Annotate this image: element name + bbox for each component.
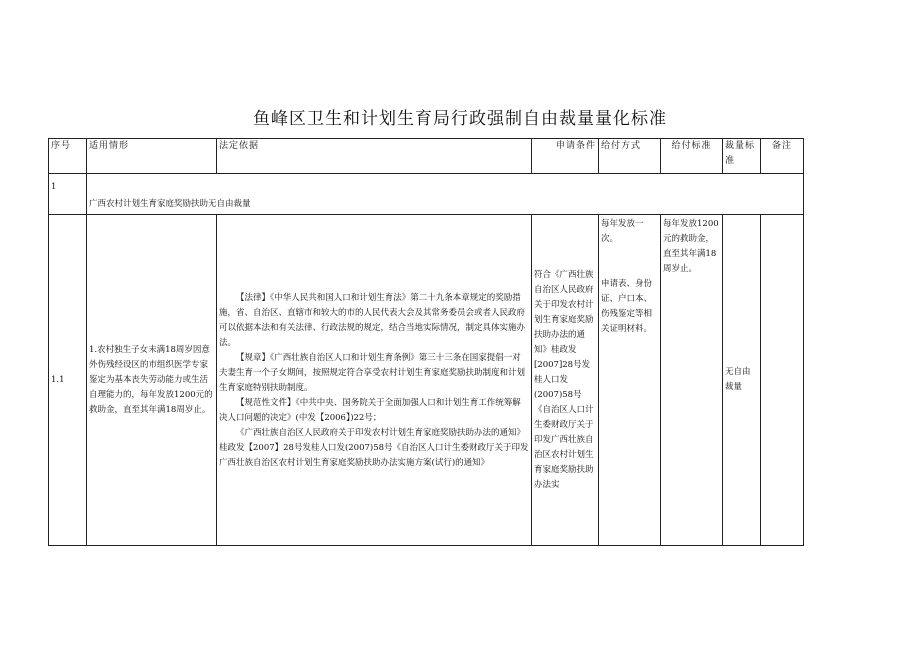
header-remarks: 备注 — [761, 139, 804, 174]
header-payment-method: 给付方式 — [599, 139, 661, 174]
header-basis: 法定依据 — [217, 139, 532, 174]
section-name: 广西农村计划生育家庭奖励扶助无自由裁量 — [87, 174, 804, 215]
header-conditions: 申请条件 — [532, 139, 599, 174]
row-basis — [217, 215, 532, 546]
row-situation: 1.农村独生子女未满18周岁因意外伤残经设区的市组织医学专家鉴定为基本丧失劳动能力或生活自理能力的，每年发放1200元的救助金，直至其年满18周岁止。 — [87, 215, 217, 546]
basis-notice: 《广西壮族自治区人民政府关于印发农村计划生育家庭奖励扶助办法的通知》桂政发【2007】28号发桂人口发(2007)58号《自治区人口计生委财政厅关于印发广西壮族自治区农村计划生育家庭奖励扶助办法实施方案(试行)的通知》 — [219, 428, 529, 468]
header-situation: 适用情形 — [87, 139, 217, 174]
row-payment-standard: 每年发放1200元的救助金，直至其年满18周岁止。 — [661, 215, 723, 546]
header-row — [49, 139, 804, 174]
basis-normative: 【规范性文件】《中共中央、国务院关于全面加强人口和计划生育工作统筹解决人口问题的决定》(中发【2006】)22号； — [219, 398, 521, 423]
header-payment-standard: 给付标准 — [661, 139, 723, 174]
header-seq: 序号 — [49, 139, 87, 174]
row-remarks — [761, 215, 804, 546]
page-title: 鱼峰区卫生和计划生育局行政强制自由裁量量化标准 — [253, 109, 667, 129]
row-payment-method — [599, 215, 661, 546]
basis-law: 【法律】《中华人民共和国人口和计划生育法》第二十九条本章规定的奖励措施，省、自治区、直辖市和较大的市的人民代表大会及其常务委员会或者人民政府可以依据本法和有关法律、行政法规的规定，结合当地实际情况，制定具体实施办法。 — [219, 293, 526, 348]
table-row — [49, 215, 804, 546]
row-discretion: 无自由裁量 — [723, 215, 761, 546]
basis-regulation: 【规章】《广西壮族自治区人口和计划生育条例》第三十三条在国家提倡一对夫妻生育一个子女期间，按照规定符合享受农村计划生育家庭奖励扶助制度和计划生育家庭特别扶助制度。 — [219, 353, 526, 393]
row-number: 1.1 — [49, 215, 87, 546]
standards-table — [48, 138, 804, 546]
section-row — [49, 174, 804, 215]
payment-materials: 申请表、身份证、户口本、伤残鉴定等相关证明材料。 — [601, 279, 653, 334]
section-number: 1 — [49, 174, 87, 215]
header-discretion-standard: 裁量标准 — [723, 139, 761, 174]
payment-frequency: 每年发放一次。 — [601, 219, 644, 244]
row-conditions: 符合《广西壮族自治区人民政府关于印发农村计划生育家庭奖励扶助办法的通知》桂政发[2007]28号发桂人口发(2007)58号《自治区人口计生委财政厅关于印发广西壮族自治区农村计划生育家庭奖励扶助办法实 — [532, 215, 599, 546]
